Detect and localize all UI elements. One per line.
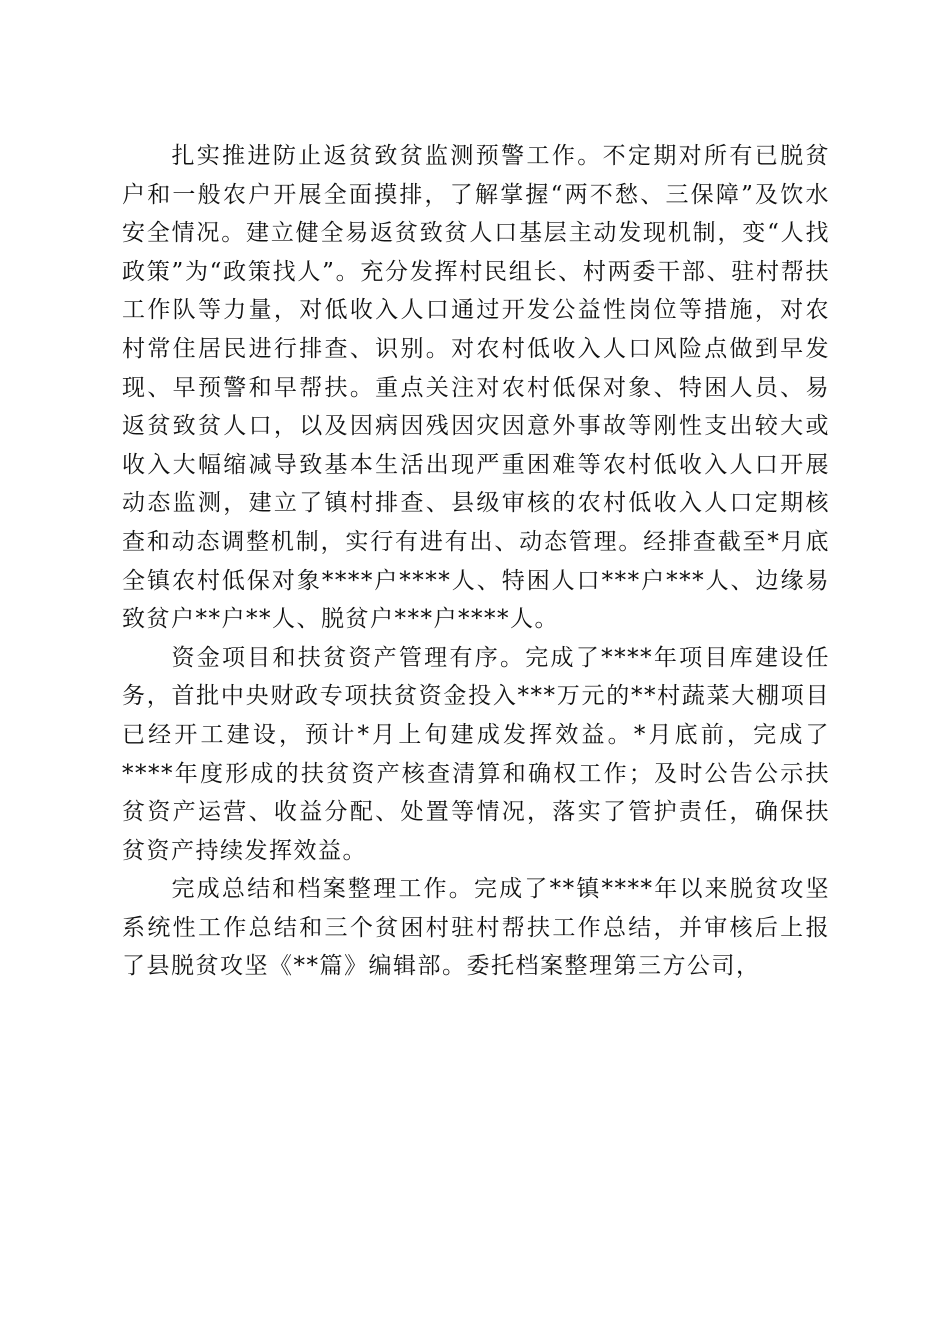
paragraph-poverty-monitoring: 扎实推进防止返贫致贫监测预警工作。不定期对所有已脱贫户和一般农户开展全面摸排，了解掌握“两不愁、三保障”及饮水安全情况。建立健全易返贫致贫人口基层主动发现机制，变“人找政策”为“政策找人”。充分发挥村民组长、村两委干部、驻村帮扶工作队等力量，对低收入人口通过开发公益性岗位等措施，对农村常住居民进行排查、识别。对农村低收入人口风险点做到早发现、早预警和早帮扶。重点关注对农村低保对象、特困人员、易返贫致贫人口，以及因病因残因灾因意外事故等刚性支出较大或收入大幅缩减导致基本生活出现严重困难等农村低收入人口开展动态监测，建立了镇村排查、县级审核的农村低收入人口定期核查和动态调整机制，实行有进有出、动态管理。经排查截至*月底全镇农村低保对象****户****人、特困人口***户***人、边缘易致贫户**户**人、脱贫户***户****人。 — [122, 143, 830, 633]
paragraph-funds-assets: 资金项目和扶贫资产管理有序。完成了****年项目库建设任务，首批中央财政专项扶贫资金投入***万元的**村蔬菜大棚项目已经开工建设，预计*月上旬建成发挥效益。*月底前，完成了****年度形成的扶贫资产核查清算和确权工作；及时公告公示扶贫资产运营、收益分配、处置等情况，落实了管护责任，确保扶贫资产持续发挥效益。 — [122, 644, 830, 864]
document-body — [122, 137, 830, 986]
paragraph-summary-archives: 完成总结和档案整理工作。完成了**镇****年以来脱贫攻坚系统性工作总结和三个贫困村驻村帮扶工作总结，并审核后上报了县脱贫攻坚《**篇》编辑部。委托档案整理第三方公司， — [122, 876, 830, 980]
